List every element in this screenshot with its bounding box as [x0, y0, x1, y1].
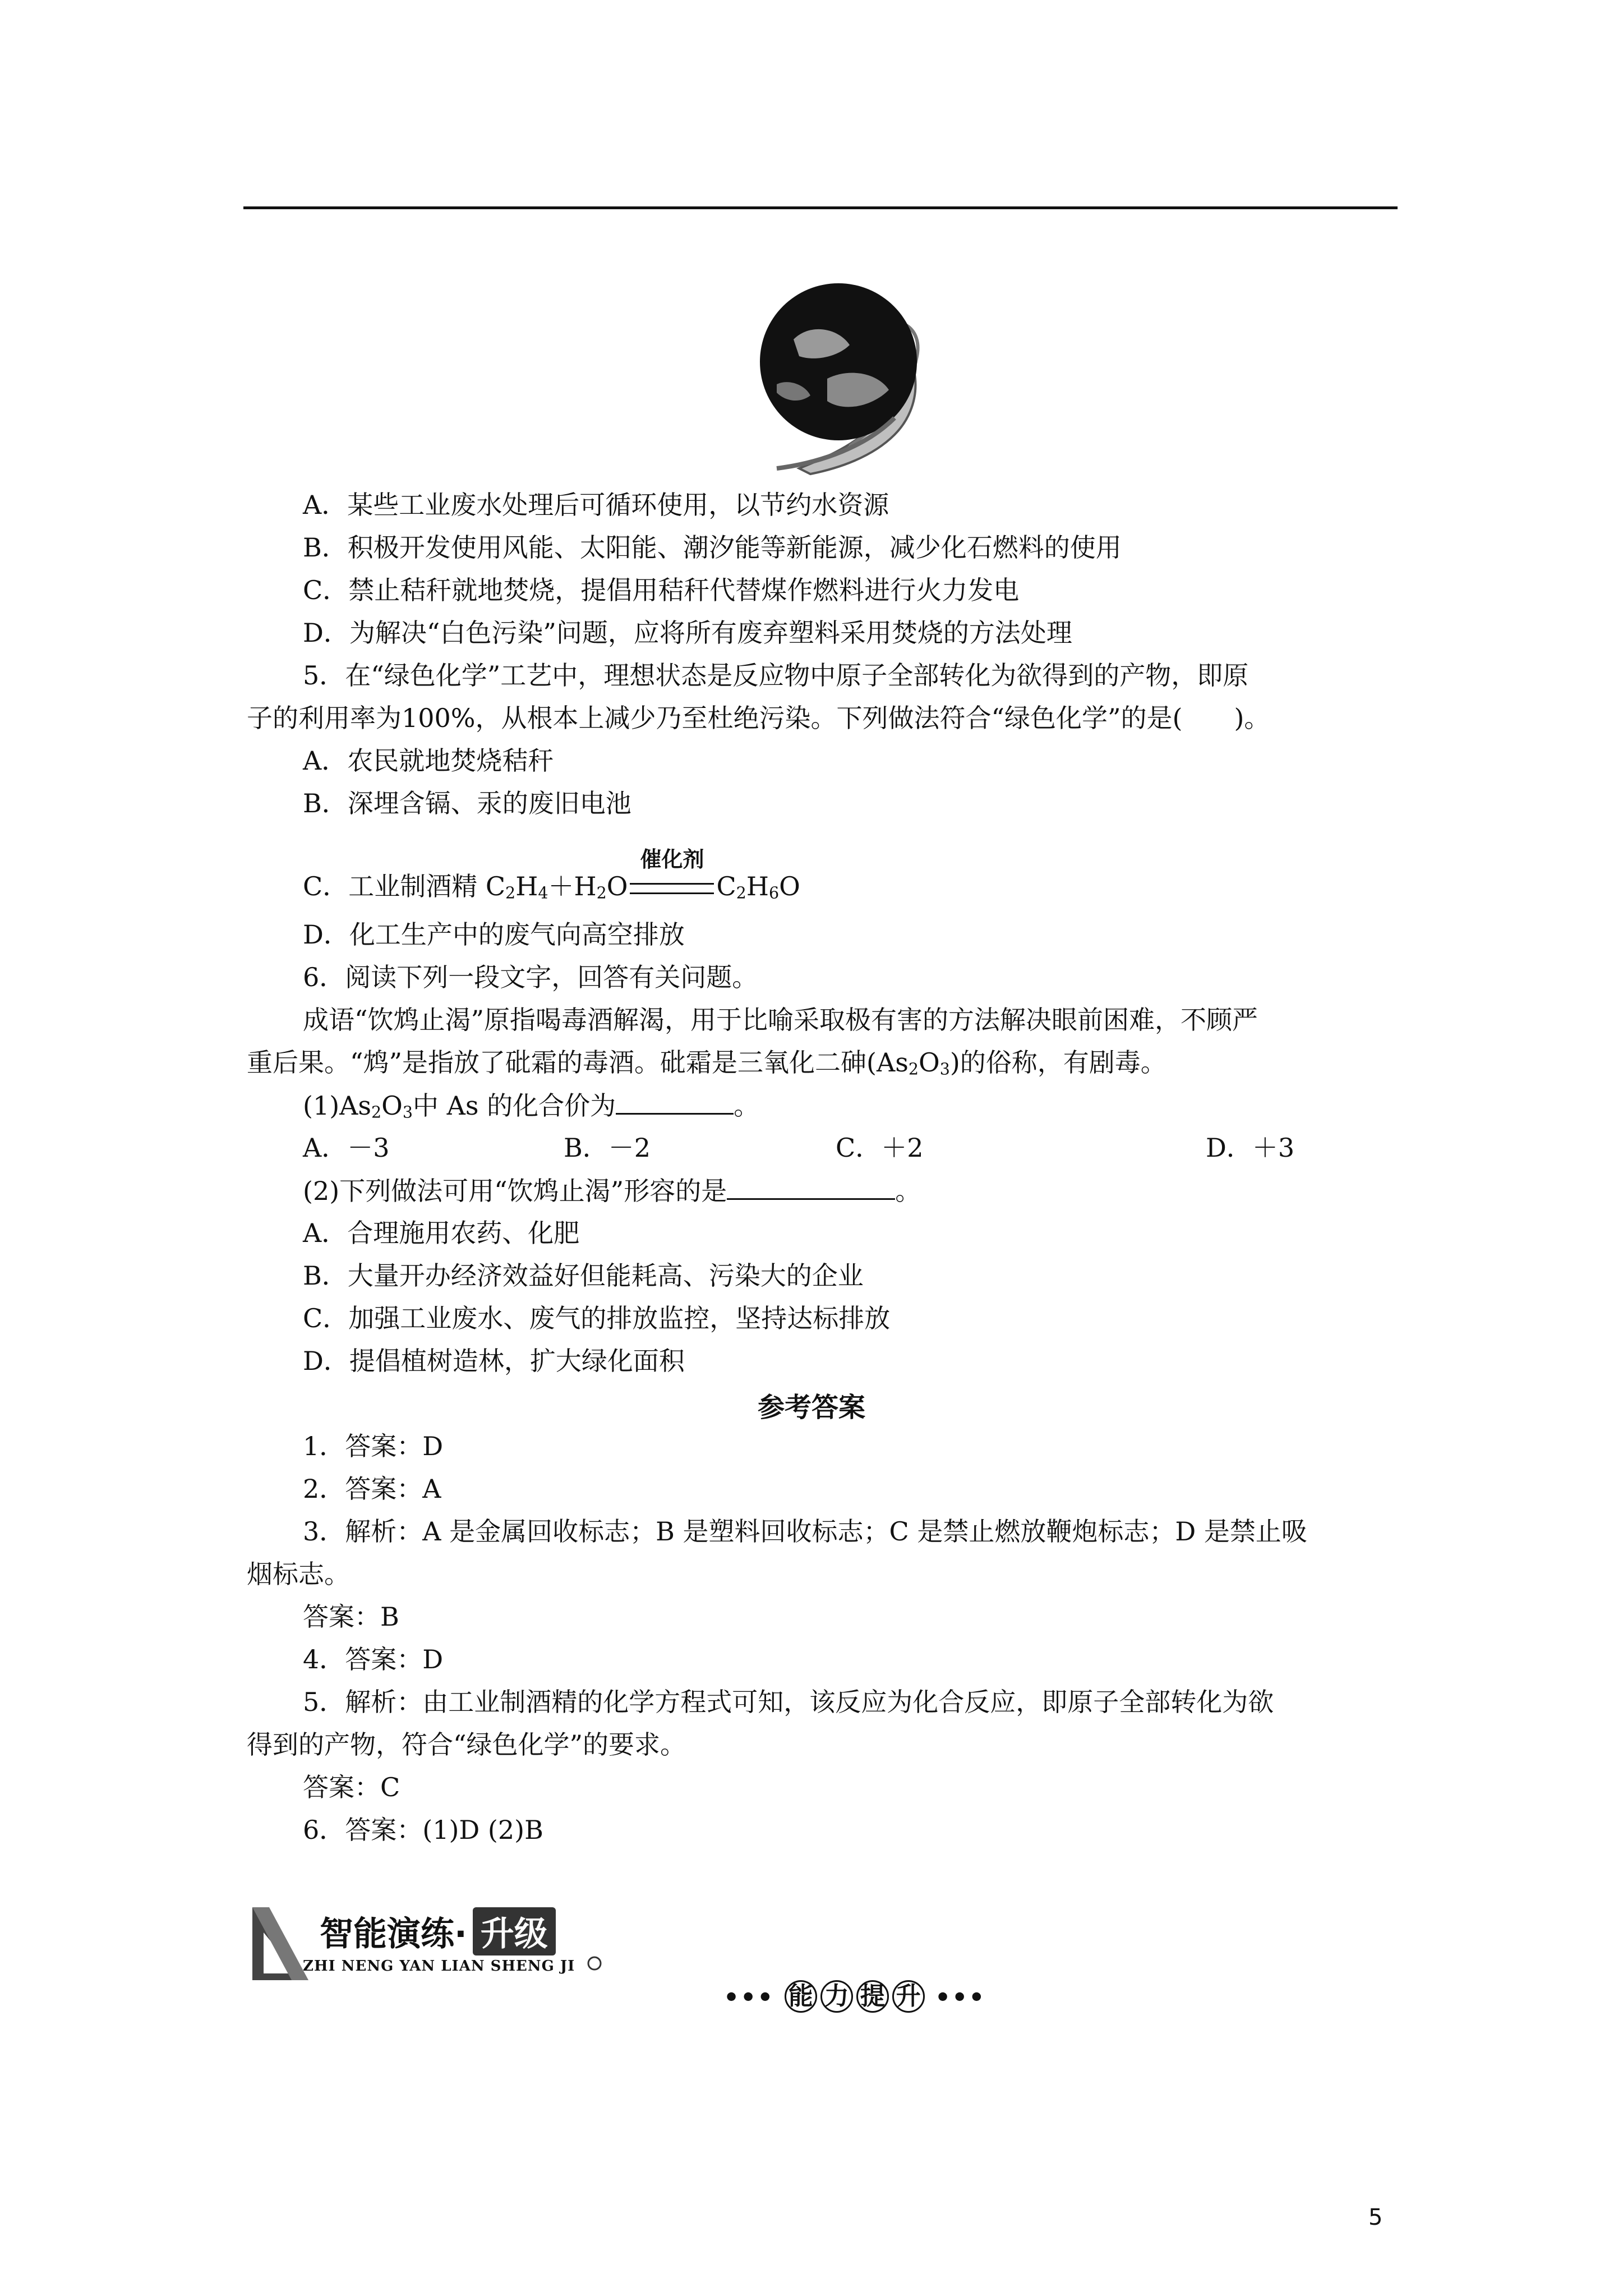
catalyst-label: 催化剂: [640, 847, 704, 872]
q6-part2-option-c: C．加强工业废水、废气的排放监控，坚持达标排放: [303, 1303, 891, 1333]
answer-3-result: 答案：B: [303, 1602, 399, 1632]
ability-char: 升: [892, 1980, 925, 2013]
banner-pinyin: ZHI NENG YAN LIAN SHENG JI: [303, 1958, 575, 1975]
q6-passage-line2-b: )的俗称，有剧毒。: [949, 1047, 1166, 1078]
banner-title-text: 智能演练·: [320, 1915, 467, 1954]
q5-option-a: A．农民就地焚烧秸秆: [303, 746, 554, 776]
reaction-arrow: [628, 847, 716, 903]
q6-part2-stem: (2)下列做法可用“饮鸩止渴”形容的是: [303, 1176, 727, 1206]
q6-part1-option-b: B．－2: [564, 1133, 651, 1163]
q5-option-d: D．化工生产中的废气向高空排放: [303, 919, 685, 950]
answer-blank[interactable]: [616, 1088, 734, 1115]
q6-part2-option-b: B．大量开办经济效益好但能耗高、污染大的企业: [303, 1260, 864, 1291]
q6-part1: $(1)As_2O_3$中 As 的化合价为 。: [303, 1088, 759, 1122]
banner-tag: 升级: [473, 1907, 556, 1955]
banner-circle-icon: [586, 1955, 603, 1972]
q6-part1-option-d: D．＋3: [1206, 1133, 1295, 1163]
page-number: 5: [1368, 2205, 1383, 2230]
q5-option-c: C．工业制酒精 $C_2H_4+H_2O$ 催化剂 $C_2H_6O$: [303, 869, 800, 903]
answer-3-line2: 烟标志。: [247, 1559, 350, 1589]
ability-char: 能: [785, 1980, 817, 2013]
ability-char: 力: [820, 1980, 853, 2013]
q4-option-c: C．禁止秸秆就地焚烧，提倡用秸秆代替煤作燃料进行火力发电: [303, 575, 1020, 605]
answer-5-result: 答案：C: [303, 1772, 400, 1802]
answer-5-line1: 5．解析：由工业制酒精的化学方程式可知，该反应为化合反应，即原子全部转化为欲: [303, 1687, 1274, 1717]
q6-part2: [303, 1174, 921, 1208]
answer-6: 6．答案：(1)D (2)B: [303, 1815, 543, 1845]
answer-4: 4．答案：D: [303, 1644, 444, 1674]
top-rule: [243, 206, 1398, 209]
section-banner: [247, 1902, 606, 1986]
answers-heading: 参考答案: [757, 1392, 865, 1423]
answer-3-line1: 3．解析：A 是金属回收标志；B 是塑料回收标志；C 是禁止燃放鞭炮标志；D 是禁止吸: [303, 1516, 1307, 1547]
q4-option-d: D．为解决“白色污染”问题，应将所有废弃塑料采用焚烧的方法处理: [303, 618, 1072, 648]
banner-title: [320, 1907, 556, 1955]
q4-option-a: A．某些工业废水处理后可循环使用，以节约水资源: [303, 490, 889, 520]
q6-part1-option-a: A．－3: [303, 1133, 390, 1163]
q6-part1-end: 。: [734, 1091, 760, 1121]
q5-option-b: B．深埋含镉、汞的废旧电池: [303, 788, 631, 818]
q5-stem-line2: 子的利用率为100%，从根本上减少乃至杜绝污染。下列做法符合“绿色化学”的是( )。: [247, 703, 1270, 733]
answer-blank[interactable]: [727, 1174, 895, 1200]
q6-part1-option-c: C．＋2: [836, 1133, 924, 1163]
answer-2: 2．答案：A: [303, 1474, 441, 1504]
ability-heading: ••• 能 力 提 升 •••: [723, 1980, 985, 2013]
answer-1: 1．答案：D: [303, 1431, 444, 1461]
q6-passage-line2: 重后果。“鸩”是指放了砒霜的毒酒。砒霜是三氧化二砷$(As_2O_3)$的俗称，有剧毒。: [247, 1047, 1166, 1079]
earth-in-hand-image: [754, 278, 939, 480]
q5-stem-line1: 5．在“绿色化学”工艺中，理想状态是反应物中原子全部转化为欲得到的产物，即原: [303, 660, 1249, 691]
q6-passage-line1: 成语“饮鸩止渴”原指喝毒酒解渴，用于比喻采取极有害的方法解决眼前困难，不顾严: [303, 1005, 1258, 1035]
q6-passage-line2-a: 重后果。“鸩”是指放了砒霜的毒酒。砒霜是三氧化二砷(As: [247, 1047, 909, 1078]
ability-char: 提: [856, 1980, 889, 2013]
q6-part2-end: 。: [895, 1176, 921, 1206]
q4-option-b: B．积极开发使用风能、太阳能、潮汐能等新能源，减少化石燃料的使用: [303, 532, 1122, 563]
answer-5-line2: 得到的产物，符合“绿色化学”的要求。: [247, 1729, 686, 1760]
q6-part2-option-a: A．合理施用农药、化肥: [303, 1218, 580, 1248]
q6-part1-a: (1)As: [303, 1091, 371, 1121]
q6-stem: 6．阅读下列一段文字，回答有关问题。: [303, 962, 758, 992]
q5-option-c-label: C．工业制酒精: [303, 871, 486, 901]
q6-part2-option-d: D．提倡植树造林，扩大绿化面积: [303, 1346, 685, 1376]
q6-part1-b: 中 As 的化合价为: [413, 1091, 616, 1121]
